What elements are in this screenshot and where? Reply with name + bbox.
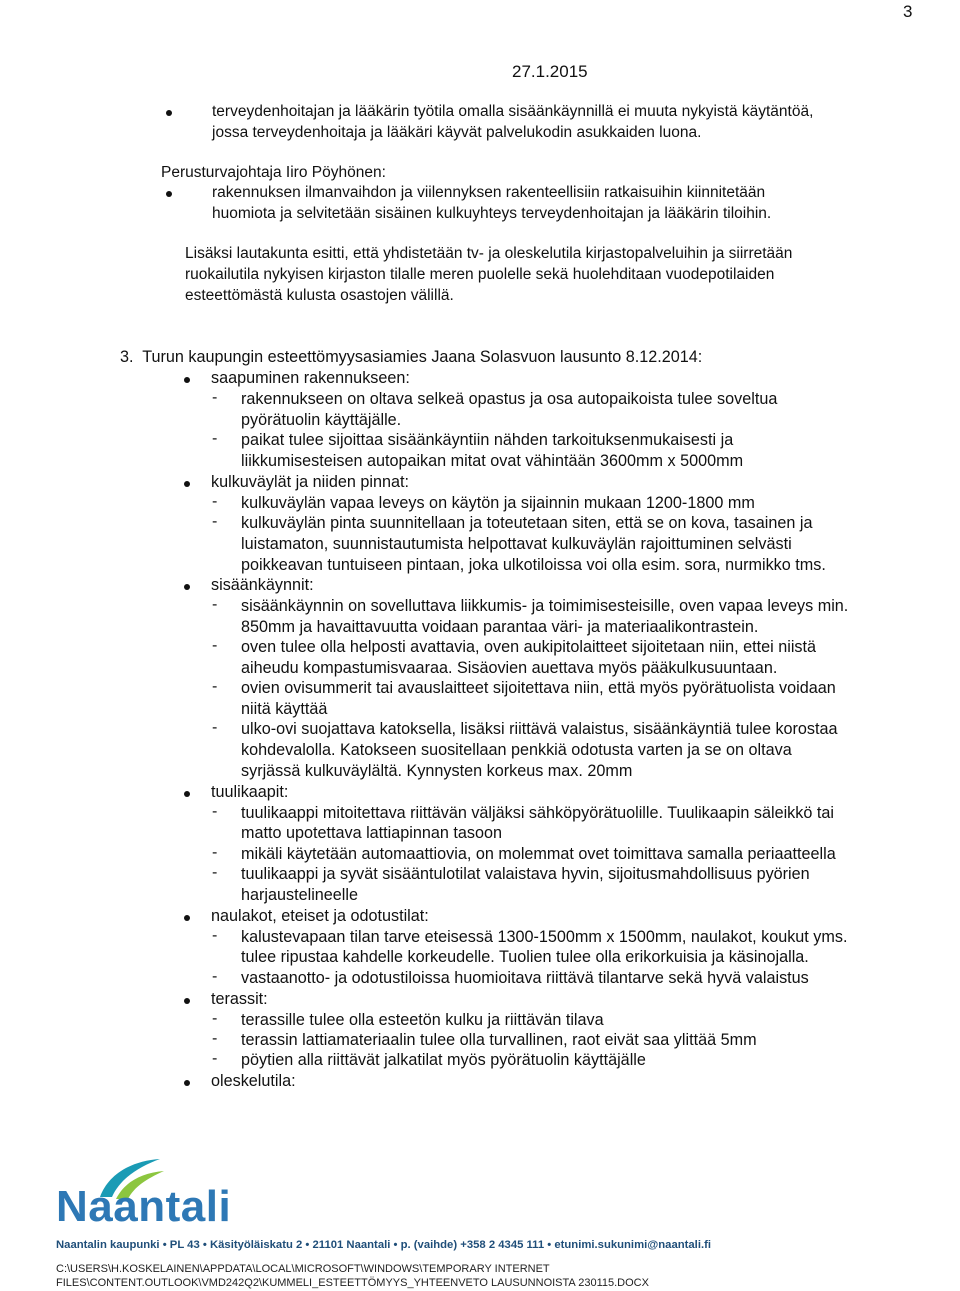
paragraph-line-3: esteettömästä kulusta osastojen välillä. [185, 287, 454, 304]
line-10: poikkeavan tuntuiseen pintaan, joka ulkotiloissa voi olla esim. sora, nurmikko tms. [241, 556, 826, 574]
line-15: aiheudu kompastumisvaaraa. Sisäovien auettava myös pääkulkusuuntaan. [241, 659, 778, 677]
bullet-lounge: oleskelutila: [211, 1072, 296, 1090]
bullet-icon [184, 998, 190, 1004]
line-22: tuulikaappi mitoitettava riittävän väljäksi sähköpyörätuolille. Tuulikaapin säleikkö tai [241, 804, 834, 822]
dash-marker: - [212, 678, 218, 695]
line-3: pyörätuolin käyttäjälle. [241, 411, 402, 429]
footer-path-line-1: C:\USERS\H.KOSKELAINEN\APPDATA\LOCAL\MICROSOFT\WINDOWS\TEMPORARY INTERNET [56, 1263, 550, 1275]
line-18: ulko-ovi suojattava katoksella, lisäksi riittävä valaistus, sisäänkäyntiä tulee korostaa [241, 720, 838, 738]
line-14: oven tulee olla helposti avattavia, oven aukipitolaitteet sijoitetaan niin, ettei niistä [241, 638, 817, 656]
dash-marker: - [212, 864, 218, 881]
dash-marker: - [212, 493, 218, 510]
line-32: terassille tulee olla esteetön kulku ja riittävän tilava [241, 1011, 604, 1029]
dash-marker: - [212, 513, 218, 530]
line-4: paikat tulee sijoittaa sisäänkäyntiin nähden tarkoituksenmukaisesti ja [241, 431, 734, 449]
line-5: liikkumisesteisen autopaikan mitat ovat vähintään 3600mm x 5000mm [241, 452, 744, 470]
line-13: 850mm ja havaittavuutta voidaan parantaa väri- ja materiaalikontrastein. [241, 618, 759, 636]
bullet-pathways: kulkuväylät ja niiden pinnat: [211, 473, 409, 491]
line-24: mikäli käytetään automaattiovia, on molemmat ovet toimittava samalla periaatteella [241, 845, 836, 863]
perusturva-heading: Perusturvajohtaja Iiro Pöyhönen: [161, 164, 386, 181]
dash-marker: - [212, 637, 218, 654]
intro-bullet-line-1: terveydenhoitajan ja lääkärin työtila omalla sisäänkäynnillä ei muuta nykyistä käytäntöä, [212, 103, 814, 120]
page-number: 3 [903, 2, 913, 21]
line-2: rakennukseen on oltava selkeä opastus ja osa autopaikoista tulee soveltua [241, 390, 778, 408]
line-28: kalustevapaan tilan tarve eteisessä 1300-1500mm x 1500mm, naulakot, koukut yms. [241, 928, 848, 946]
paragraph-line-2: ruokailutila nykyisen kirjaston tilalle meren puolelle sekä huolehditaan vuodepotilaiden [185, 266, 775, 283]
bullet-terraces: terassit: [211, 990, 268, 1008]
intro-bullet-line-2: jossa terveydenhoitaja ja lääkäri käyvät palvelukodin asukkaiden luona. [212, 124, 702, 141]
bullet-coatracks: naulakot, eteiset ja odotustilat: [211, 907, 429, 925]
bullet-icon [184, 584, 190, 590]
dash-marker: - [212, 1010, 218, 1027]
line-23: matto upotettava lattiapinnan tasoon [241, 824, 502, 842]
bullet-icon [184, 481, 190, 487]
dash-marker: - [212, 1050, 218, 1067]
line-19: kohdevalolla. Katokseen suositellaan penkkiä odotusta varten ja se on oltava [241, 741, 792, 759]
dash-marker: - [212, 927, 218, 944]
line-34: pöytien alla riittävät jalkatilat myös pyörätuolin käyttäjälle [241, 1051, 646, 1069]
bullet-vestibules: tuulikaapit: [211, 783, 289, 801]
section-3-heading: 3. Turun kaupungin esteettömyysasiamies Jaana Solasvuon lausunto 8.12.2014: [120, 348, 703, 366]
bullet-icon [166, 191, 172, 197]
bullet-arrival: saapuminen rakennukseen: [211, 369, 410, 387]
bullet-entrances: sisäänkäynnit: [211, 576, 314, 594]
dash-marker: - [212, 719, 218, 736]
line-26: harjaustelineelle [241, 886, 358, 904]
line-25: tuulikaappi ja syvät sisääntulotilat valaistava hyvin, sijoitusmahdollisuus pyörien [241, 865, 810, 883]
line-12: sisäänkäynnin on sovelluttava liikkumis- ja toimimisesteisille, oven vapaa leveys min. [241, 597, 849, 615]
dash-marker: - [212, 968, 218, 985]
bullet-icon [184, 791, 190, 797]
bullet-icon [184, 915, 190, 921]
naantali-logo-text: Naantali [56, 1182, 232, 1231]
bullet-icon [184, 377, 190, 383]
dash-marker: - [212, 430, 218, 447]
perusturva-bullet-line-1: rakennuksen ilmanvaihdon ja viilennyksen rakenteellisiin ratkaisuihin kiinnitetään [212, 184, 766, 201]
bullet-icon [166, 110, 172, 116]
dash-marker: - [212, 1030, 218, 1047]
dash-marker: - [212, 803, 218, 820]
dash-marker: - [212, 844, 218, 861]
line-7: kulkuväylän vapaa leveys on käytön ja sijainnin mukaan 1200-1800 mm [241, 494, 755, 512]
line-9: luistamaton, suunnistautumista helpottavat kulkuväylän rajoittuminen selvästi [241, 535, 792, 553]
paragraph-line-1: Lisäksi lautakunta esitti, että yhdistetään tv- ja oleskelutila kirjastopalveluihin ja siirretään [185, 245, 793, 262]
perusturva-bullet-line-2: huomiota ja selvitetään sisäinen kulkuyhteys terveydenhoitajan ja lääkärin tiloihin. [212, 205, 772, 222]
bullet-icon [184, 1080, 190, 1086]
line-16: ovien ovisummerit tai avauslaitteet sijoitettava niin, että myös pyörätuolista voidaan [241, 679, 836, 697]
footer-contact: Naantalin kaupunki • PL 43 • Käsityöläiskatu 2 • 21101 Naantali • p. (vaihde) +358 2 4345 111 • etunimi.sukunimi@naantali.fi [56, 1239, 711, 1251]
line-8: kulkuväylän pinta suunnitellaan ja toteutetaan siten, että se on kova, tasainen ja [241, 514, 813, 532]
line-20: syrjässä kulkuväylältä. Kynnysten korkeus max. 20mm [241, 762, 633, 780]
line-30: vastaanotto- ja odotustiloissa huomioitava riittävä tilantarve sekä hyvä valaistus [241, 969, 809, 987]
dash-marker: - [212, 596, 218, 613]
line-29: tulee ripustaa kahdelle korkeudelle. Tuolien tulee olla erikorkuisia ja käsinojalla. [241, 948, 809, 966]
dash-marker: - [212, 389, 218, 406]
line-17: niitä käyttää [241, 700, 328, 718]
line-33: terassin lattiamateriaalin tulee olla turvallinen, raot eivät saa ylittää 5mm [241, 1031, 757, 1049]
footer-path-line-2: FILES\CONTENT.OUTLOOK\VMD242Q2\KUMMELI_ESTEETTÖMYYS_YHTEENVETO LAUSUNNOISTA 230115.DOCX [56, 1277, 649, 1289]
document-date: 27.1.2015 [512, 62, 588, 81]
